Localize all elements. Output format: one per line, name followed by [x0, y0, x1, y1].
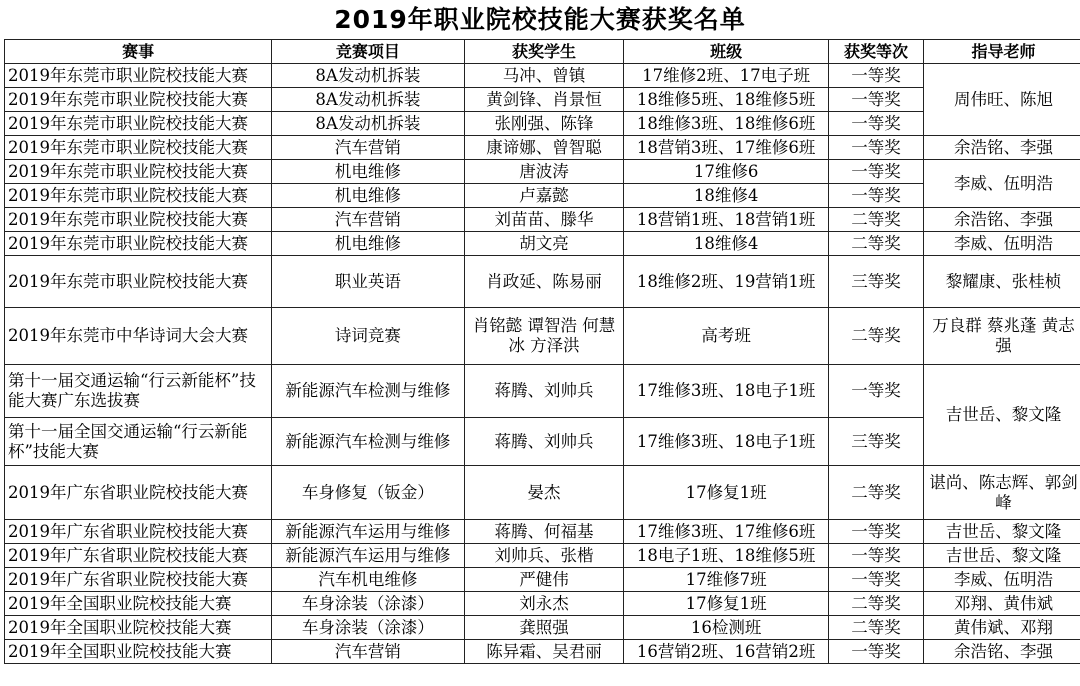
table-row [5, 160, 1080, 184]
table-row [5, 592, 1080, 616]
award-cell: 二等奖 [828, 308, 923, 365]
header-students: 获奖学生 [464, 40, 624, 64]
award-cell: 一等奖 [828, 184, 923, 208]
event-cell: 2019年东莞市职业院校技能大赛 [5, 64, 272, 88]
event-cell: 2019年广东省职业院校技能大赛 [5, 520, 272, 544]
teacher-cell: 李威、伍明浩 [924, 160, 1080, 208]
class-cell: 17维修6 [624, 160, 828, 184]
students-cell: 黄剑锋、肖景恒 [464, 88, 624, 112]
award-cell: 二等奖 [828, 592, 923, 616]
award-cell: 一等奖 [828, 160, 923, 184]
project-cell: 诗词竞赛 [272, 308, 464, 365]
class-cell: 18维修5班、18维修5班 [624, 88, 828, 112]
event-cell: 2019年全国职业院校技能大赛 [5, 640, 272, 664]
teacher-cell: 邓翔、黄伟斌 [924, 592, 1080, 616]
project-cell: 8A发动机拆装 [272, 112, 464, 136]
class-cell: 18电子1班、18维修5班 [624, 544, 828, 568]
class-cell: 17维修3班、18电子1班 [624, 365, 828, 418]
award-cell: 一等奖 [828, 64, 923, 88]
class-cell: 16检测班 [624, 616, 828, 640]
teacher-cell: 谌尚、陈志辉、郭剑峰 [924, 466, 1080, 520]
project-cell: 机电维修 [272, 184, 464, 208]
project-cell: 新能源汽车检测与维修 [272, 418, 464, 466]
students-cell: 严健伟 [464, 568, 624, 592]
students-cell: 蒋腾、何福基 [464, 520, 624, 544]
event-cell: 2019年广东省职业院校技能大赛 [5, 466, 272, 520]
teacher-cell: 李威、伍明浩 [924, 232, 1080, 256]
students-cell: 蒋腾、刘帅兵 [464, 418, 624, 466]
students-cell: 张刚强、陈锋 [464, 112, 624, 136]
students-cell: 肖铭懿 谭智浩 何慧冰 方泽洪 [464, 308, 624, 365]
event-cell: 2019年全国职业院校技能大赛 [5, 592, 272, 616]
project-cell: 职业英语 [272, 256, 464, 308]
students-cell: 刘永杰 [464, 592, 624, 616]
event-cell: 2019年东莞市职业院校技能大赛 [5, 136, 272, 160]
header-award: 获奖等次 [828, 40, 923, 64]
table-row [5, 365, 1080, 418]
students-cell: 龚照强 [464, 616, 624, 640]
header-row [5, 40, 1080, 64]
teacher-cell: 黎耀康、张桂桢 [924, 256, 1080, 308]
award-cell: 一等奖 [828, 544, 923, 568]
award-cell: 一等奖 [828, 88, 923, 112]
students-cell: 刘苗苗、滕华 [464, 208, 624, 232]
teacher-cell: 余浩铭、李强 [924, 136, 1080, 160]
table-row [5, 112, 1080, 136]
project-cell: 车身修复（钣金） [272, 466, 464, 520]
event-cell: 第十一届全国交通运输“行云新能杯”技能大赛 [5, 418, 272, 466]
teacher-cell: 吉世岳、黎文隆 [924, 520, 1080, 544]
event-cell: 2019年东莞市职业院校技能大赛 [5, 256, 272, 308]
table-row [5, 418, 1080, 466]
class-cell: 17修复1班 [624, 592, 828, 616]
students-cell: 胡文亮 [464, 232, 624, 256]
awards-table [4, 39, 1080, 664]
table-row [5, 544, 1080, 568]
award-cell: 三等奖 [828, 256, 923, 308]
students-cell: 刘帅兵、张楷 [464, 544, 624, 568]
header-event: 赛事 [5, 40, 272, 64]
project-cell: 车身涂装（涂漆） [272, 616, 464, 640]
table-row [5, 208, 1080, 232]
table-row [5, 616, 1080, 640]
teacher-cell: 吉世岳、黎文隆 [924, 544, 1080, 568]
award-cell: 二等奖 [828, 232, 923, 256]
event-cell: 第十一届交通运输“行云新能杯”技能大赛广东选拔赛 [5, 365, 272, 418]
award-cell: 二等奖 [828, 616, 923, 640]
award-cell: 一等奖 [828, 365, 923, 418]
project-cell: 新能源汽车检测与维修 [272, 365, 464, 418]
table-row [5, 520, 1080, 544]
table-row [5, 64, 1080, 88]
teacher-cell: 黄伟斌、邓翔 [924, 616, 1080, 640]
header-project: 竞赛项目 [272, 40, 464, 64]
award-cell: 一等奖 [828, 136, 923, 160]
students-cell: 唐波涛 [464, 160, 624, 184]
class-cell: 18维修2班、19营销1班 [624, 256, 828, 308]
event-cell: 2019年东莞市职业院校技能大赛 [5, 160, 272, 184]
teacher-cell: 万良群 蔡兆蓬 黄志强 [924, 308, 1080, 365]
students-cell: 马冲、曾镇 [464, 64, 624, 88]
event-cell: 2019年东莞市职业院校技能大赛 [5, 232, 272, 256]
project-cell: 机电维修 [272, 160, 464, 184]
table-row [5, 256, 1080, 308]
project-cell: 汽车营销 [272, 640, 464, 664]
students-cell: 卢嘉懿 [464, 184, 624, 208]
students-cell: 肖政延、陈易丽 [464, 256, 624, 308]
project-cell: 机电维修 [272, 232, 464, 256]
event-cell: 2019年东莞市职业院校技能大赛 [5, 184, 272, 208]
class-cell: 18营销3班、17维修6班 [624, 136, 828, 160]
class-cell: 17维修3班、17维修6班 [624, 520, 828, 544]
project-cell: 8A发动机拆装 [272, 64, 464, 88]
teacher-cell: 余浩铭、李强 [924, 208, 1080, 232]
table-row [5, 568, 1080, 592]
table-row [5, 640, 1080, 664]
class-cell: 17维修2班、17电子班 [624, 64, 828, 88]
project-cell: 汽车营销 [272, 208, 464, 232]
event-cell: 2019年东莞市职业院校技能大赛 [5, 112, 272, 136]
project-cell: 新能源汽车运用与维修 [272, 544, 464, 568]
students-cell: 康谛娜、曾智聪 [464, 136, 624, 160]
award-cell: 一等奖 [828, 568, 923, 592]
project-cell: 新能源汽车运用与维修 [272, 520, 464, 544]
class-cell: 17修复1班 [624, 466, 828, 520]
award-cell: 一等奖 [828, 520, 923, 544]
class-cell: 17维修3班、18电子1班 [624, 418, 828, 466]
event-cell: 2019年东莞市职业院校技能大赛 [5, 88, 272, 112]
page-title: 2019年职业院校技能大赛获奖名单 [334, 5, 746, 34]
event-cell: 2019年广东省职业院校技能大赛 [5, 568, 272, 592]
award-cell: 二等奖 [828, 208, 923, 232]
teacher-cell: 余浩铭、李强 [924, 640, 1080, 664]
award-cell: 一等奖 [828, 640, 923, 664]
event-cell: 2019年东莞市职业院校技能大赛 [5, 208, 272, 232]
teacher-cell: 李威、伍明浩 [924, 568, 1080, 592]
students-cell: 晏杰 [464, 466, 624, 520]
table-row [5, 136, 1080, 160]
table-row [5, 466, 1080, 520]
students-cell: 陈异霜、吴君丽 [464, 640, 624, 664]
table-row [5, 184, 1080, 208]
header-class: 班级 [624, 40, 828, 64]
class-cell: 18维修3班、18维修6班 [624, 112, 828, 136]
award-cell: 三等奖 [828, 418, 923, 466]
class-cell: 17维修7班 [624, 568, 828, 592]
project-cell: 汽车机电维修 [272, 568, 464, 592]
table-row [5, 88, 1080, 112]
header-teacher: 指导老师 [924, 40, 1080, 64]
project-cell: 车身涂装（涂漆） [272, 592, 464, 616]
teacher-cell: 吉世岳、黎文隆 [924, 365, 1080, 466]
class-cell: 18维修4 [624, 184, 828, 208]
project-cell: 8A发动机拆装 [272, 88, 464, 112]
students-cell: 蒋腾、刘帅兵 [464, 365, 624, 418]
event-cell: 2019年全国职业院校技能大赛 [5, 616, 272, 640]
table-row [5, 232, 1080, 256]
table-row [5, 308, 1080, 365]
event-cell: 2019年广东省职业院校技能大赛 [5, 544, 272, 568]
class-cell: 16营销2班、16营销2班 [624, 640, 828, 664]
award-cell: 二等奖 [828, 466, 923, 520]
class-cell: 18维修4 [624, 232, 828, 256]
event-cell: 2019年东莞市中华诗词大会大赛 [5, 308, 272, 365]
teacher-cell: 周伟旺、陈旭 [924, 64, 1080, 136]
class-cell: 高考班 [624, 308, 828, 365]
award-cell: 一等奖 [828, 112, 923, 136]
project-cell: 汽车营销 [272, 136, 464, 160]
class-cell: 18营销1班、18营销1班 [624, 208, 828, 232]
